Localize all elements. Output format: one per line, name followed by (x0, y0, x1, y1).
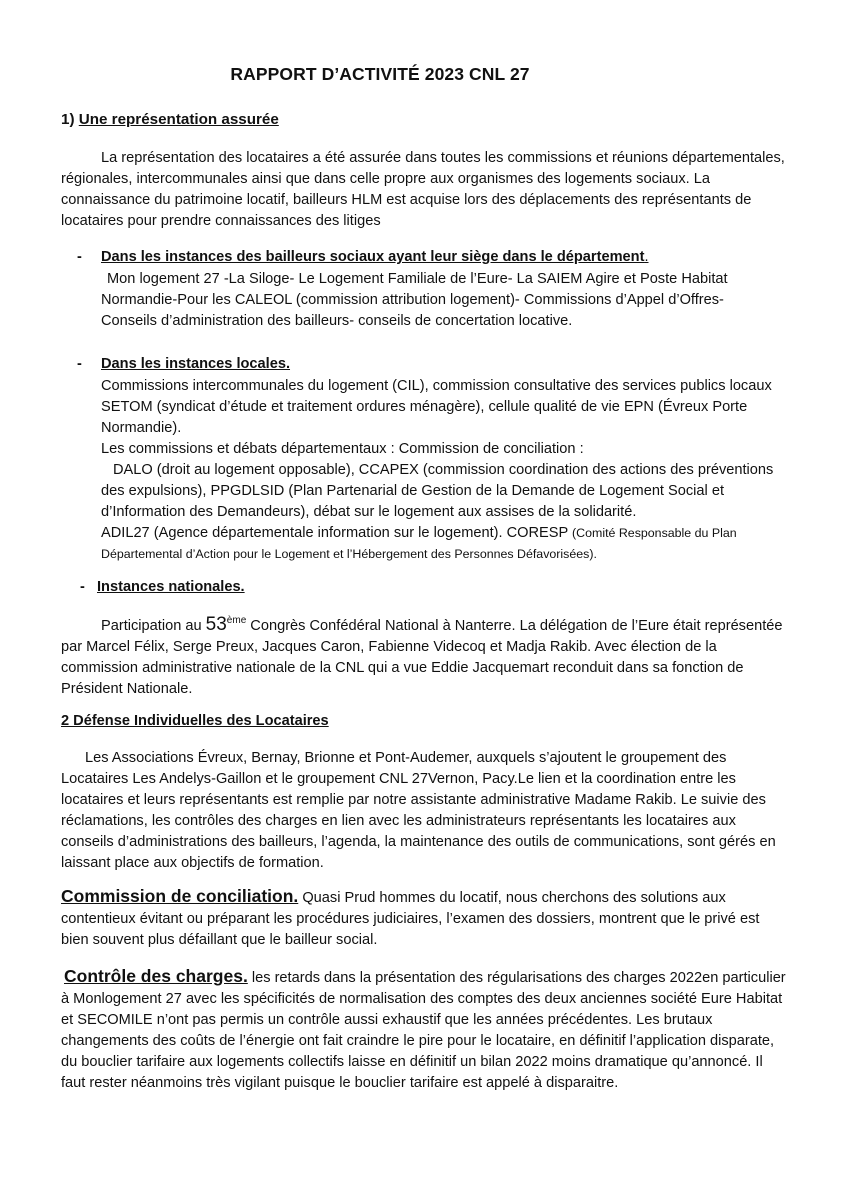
national-number: 53 (205, 614, 227, 635)
section-1-intro: La représentation des locataires a été assurée dans toutes les commissions et réunions départementales, régionales, intercommunales ainsi que dans celle propre aux organismes des logements sociaux. La connaissance du patrimoine locatif, bailleurs HLM est acquise lors des déplacements des représentants de locataires pour prendre connaissances des litiges (61, 150, 785, 229)
national-post: Congrès Confédéral National à Nanterre. La délégation de l’Eure était représentée par Marcel Félix, Serge Preux, Jacques Caron, Fabienne Videcoq et Madja Rakib. Avec élection de la commission administrative nationale de la CNL qui a vue Eddie Jacquemart reconduit dans sa fonction de Président Nationale. (61, 618, 783, 697)
instances-nationales-heading: Instances nationales. (97, 579, 245, 595)
bullet-dash: - (77, 356, 82, 372)
instances-locales-line: Commissions intercommunales du logement (CIL), commission consultative des services publics locaux SETOM (syndicat d’étude et traitement ordures ménagère), cellule qualité de vie EPN (Évreux Porte Normandie). (101, 378, 772, 436)
bullet-dash: - (77, 249, 82, 265)
instances-locales-line: DALO (droit au logement opposable), CCAPEX (commission coordination des actions des préventions des expulsions), PPGDLSID (Plan Partenarial de Gestion de la Demande de Logement Social et d’Information des Demandeurs), débat sur le logement aux assises de la solidarité. (101, 462, 774, 520)
coresp-text: (Comité Responsable du Plan Départemental d’Action pour le Logement et l’Hébergement des Personnes Défavorisées). (101, 526, 737, 561)
section-1-title: Une représentation assurée (78, 111, 279, 128)
bullet-dash: - (80, 579, 85, 595)
charges-body: les retards dans la présentation des régularisations des charges 2022en particulier à Monlogement 27 avec les spécificités de normalisation des comptes des deux anciennes société Eure Habitat et SECOMILE n’ont pas permis un contrôle aussi exhaustif que les années précédentes. Les brutaux changements des coûts de l’énergie ont fait craindre le pire pour le locataire, en définitif l’application disparate, du bouclier tarifaire aux logements collectifs laisse en définitif un bilan 2022 moins dramatique qu’annoncé. Il faut rester néanmoins très vigilant puisque le bouclier tarifaire est appelé à disparaitre. (61, 970, 786, 1091)
national-sup: ème (226, 615, 247, 626)
instances-locales-heading: Dans les instances locales. (101, 356, 291, 372)
section-1-number: 1) (61, 111, 75, 128)
adil-line (101, 523, 776, 565)
section-1-heading (61, 109, 279, 130)
instances-locales-body (101, 376, 776, 565)
conciliation-heading: Commission de conciliation. (61, 886, 299, 906)
bailleurs-body: Mon logement 27 -La Siloge- Le Logement Familiale de l’Eure- La SAIEM Agire et Poste Habitat Normandie-Pour les CALEOL (commission attribution logement)- Commissions d’Appel d’Offres-Conseils d’administration des bailleurs- conseils de concertation locative. (101, 271, 728, 329)
adil-text: ADIL27 (Agence départementale information sur le logement). CORESP (101, 525, 568, 541)
charges-heading: Contrôle des charges. (64, 966, 248, 986)
bailleurs-heading (101, 247, 649, 268)
bailleurs-heading-text: Dans les instances des bailleurs sociaux ayant leur siège dans le département (101, 249, 645, 265)
instances-locales-line: Les commissions et débats départementaux : Commission de conciliation : (101, 441, 584, 457)
conciliation-body: Quasi Prud hommes du locatif, nous cherchons des solutions aux contentieux évitant ou préparant les procédures judiciaires, l’examen des dossiers, montrent que le privé est bien souvent plus défaillant que le bailleur social. (61, 890, 760, 948)
section-2-heading: 2 Défense Individuelles des Locataires (61, 713, 329, 729)
national-pre: Participation au (101, 618, 206, 634)
national-paragraph (61, 614, 786, 700)
bailleurs-heading-suffix: . (644, 249, 649, 265)
conciliation-paragraph (61, 886, 786, 951)
document-title: RAPPORT D’ACTIVITÉ 2023 CNL 27 (230, 64, 530, 84)
charges-paragraph (61, 966, 786, 1094)
section-2-body: Les Associations Évreux, Bernay, Brionne et Pont-Audemer, auxquels s’ajoutent le groupement des Locataires Les Andelys-Gaillon et le groupement CNL 27Vernon, Pacy.Le lien et la coordination entre les locataires et leurs représentants est remplie par notre assistante administrative Madame Rakib. Le suivie des réclamations, les contrôles des charges en lien avec les administrateurs représentants les locataires aux conseils d’administrations des bailleurs, l’agenda, la maintenance des outils de communications, sont gérés en laissant place aux objectifs de formation. (61, 750, 776, 871)
